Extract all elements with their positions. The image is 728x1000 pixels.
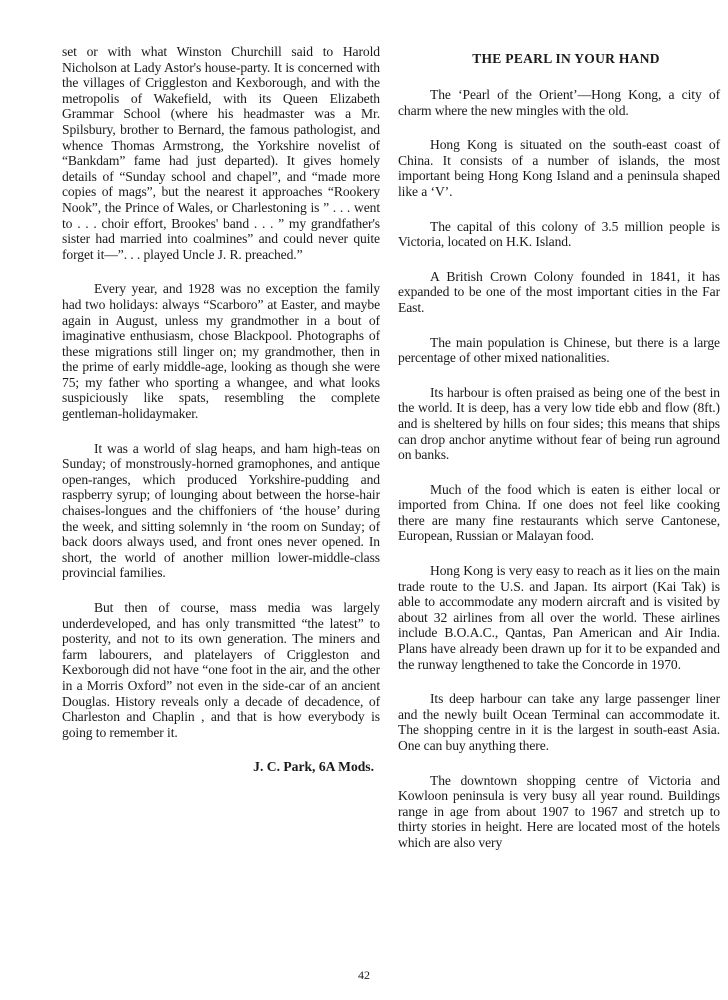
left-paragraph-1: set or with what Winston Churchill said to Harold Nicholson at Lady Astor's house-party. It is concerned with the villages of Criggleston and Kexborough, and with the metropolis of Wakefield, with its Queen Elizabeth Grammar School (where his headmaster was a Mr. Spilsbury, brother to Bernard, the famous pathologist, and whence Thomas Armstrong, the Yorkshire novelist of “Bankdam” fame had just departed). It gives homely details of “Sunday school and chapel”, and “made more copies of mags”, but the nearest it approaches “Rookery Nook”, the Prince of Wales, or Charlestoning is ” . . . went to . . . choir effort, Brookes' band . . . ” my grandfather's sister had married into coalmines” and could never quite forget it—”. . . played Uncle J. R. preached.” (62, 44, 380, 262)
right-paragraph-9: Its deep harbour can take any large passenger liner and the newly built Ocean Terminal can accommodate it. The shopping centre in it is the largest in south-east Asia. One can buy anything there. (398, 691, 720, 753)
right-paragraph-10: The downtown shopping centre of Victoria and Kowloon peninsula is very busy all year round. Buildings range in age from about 1907 to 1967 and stretch up to thirty stories in height. Here are located most of the hotels which are also very (398, 772, 720, 850)
left-paragraph-3: It was a world of slag heaps, and ham high-teas on Sunday; of monstrously-horned gramophones, and antique open-ranges, which produced Yorkshire-pudding and raspberry syrup; of lounging about between the horse-hair chaises-longues and the chiffoniers of ‘the house’ during the week, and sitting solemnly in ‘the room on Sunday; of back doors always used, and front ones never opened. In short, the world of another million lower-middle-class provincial families. (62, 440, 380, 581)
right-paragraph-1: The ‘Pearl of the Orient’—Hong Kong, a city of charm where the new mingles with the old. (398, 87, 720, 118)
right-paragraph-2: Hong Kong is situated on the south-east coast of China. It consists of a number of islands, the most important being Hong Kong Island and a peninsula shaped like a ‘V’. (398, 137, 720, 199)
right-paragraph-7: Much of the food which is eaten is either local or imported from China. If one does not feel like cooking there are many fine restaurants which serve Cantonese, European, Russian or Malayan food. (398, 481, 720, 544)
right-column (398, 51, 720, 870)
author-byline: J. C. Park, 6A Mods. (253, 759, 374, 775)
right-paragraph-6: Its harbour is often praised as being one of the best in the world. It is deep, has a very low tide ebb and flow (8ft.) and is sheltered by hills on four sides; this means that ships can drop anchor anytime without fear of being run aground on banks. (398, 384, 720, 463)
page-number: 42 (358, 968, 370, 982)
right-paragraph-4: A British Crown Colony founded in 1841, it has expanded to be one of the most important cities in the Far East. (398, 268, 720, 315)
right-paragraph-8: Hong Kong is very easy to reach as it lies on the main trade route to the U.S. and Japan. Its airport (Kai Tak) is able to accommodate any modern aircraft and is visited by about 32 airlines from all over the world. These airlines include B.O.A.C., Qantas, Pan American and Air India. Plans have already been drawn up for it to be expanded and the runway lengthened to take the Concorde in 1970. (398, 563, 720, 672)
right-paragraph-5: The main population is Chinese, but there is a large percentage of other mixed nationalities. (398, 334, 720, 366)
article-title: THE PEARL IN YOUR HAND (472, 51, 660, 66)
left-paragraph-2: Every year, and 1928 was no exception the family had two holidays: always “Scarboro” at Easter, and maybe again in August, unless my grandmother in a bout of imaginative enthusiasm, chose Blackpool. Photographs of these migrations still linger on; my grandmother, then in the prime of early middle-age, looking as though she were 75; my father who sporting a whangee, and what looks suspiciously like spats, resembling the complete gentleman-holidaymaker. (62, 281, 380, 422)
right-paragraph-3: The capital of this colony of 3.5 million people is Victoria, located on H.K. Island. (398, 218, 720, 250)
left-column (62, 44, 380, 775)
left-paragraph-4: But then of course, mass media was largely underdeveloped, and has only transmitted “the latest” to posterity, and not to its own generation. The miners and farm labourers, and platelayers of Criggleston and Kexborough did not have “one foot in the air, and the other in a Morris Oxford” not even in the side-car of an ancient Douglas. History reveals only a decade of decadence, of Charleston and Chaplin , and that is how everybody is going to remember it. (62, 600, 380, 740)
